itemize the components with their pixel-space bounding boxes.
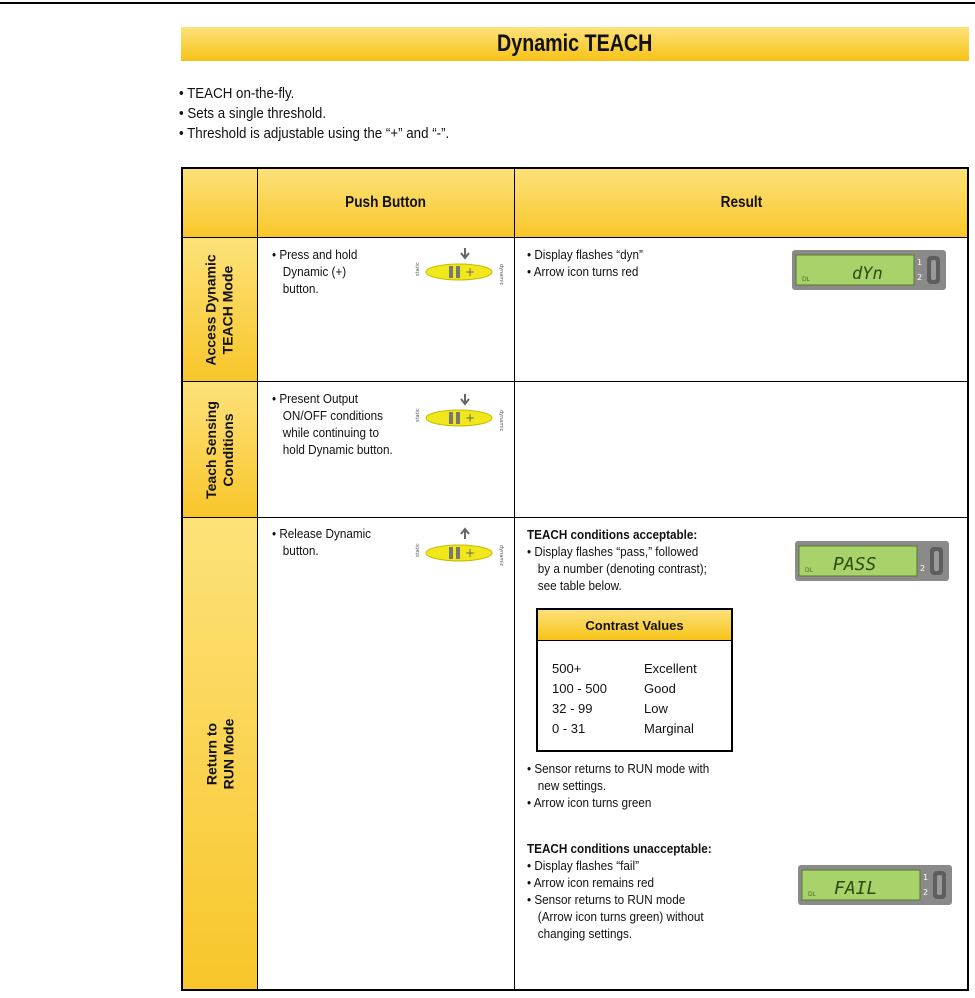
dynamic-button-press-icon <box>413 244 505 294</box>
result-line: • Sensor returns to RUN mode with <box>527 761 710 776</box>
instruction-line: while continuing to <box>282 425 380 440</box>
contrast-values-table <box>536 608 733 752</box>
lcd-display-dyn <box>792 250 946 290</box>
grid-line <box>183 237 967 238</box>
page-title: Dynamic TEACH <box>497 30 653 57</box>
row-label-line: TEACH Mode <box>220 265 237 354</box>
contrast-row <box>552 659 697 679</box>
intro-bullet: • Threshold is adjustable using the “+” and “-”. <box>179 126 450 142</box>
lcd-dl-label: DL <box>808 891 816 898</box>
grid-line <box>257 169 258 989</box>
grid-line <box>514 169 515 989</box>
row-label-teach <box>183 382 257 517</box>
svg-text:static: static <box>415 408 421 422</box>
lcd-channel-2: 2 <box>920 564 926 573</box>
lcd-display-fail <box>798 865 952 905</box>
result-line: • Arrow icon turns red <box>527 264 639 279</box>
instruction-line: • Present Output <box>272 391 359 406</box>
contrast-rating: Marginal <box>644 721 694 736</box>
svg-text:dynamic: dynamic <box>498 264 504 286</box>
result-acceptable <box>527 526 727 594</box>
contrast-row <box>552 679 697 699</box>
intro-bullet: • Sets a single threshold. <box>179 106 327 122</box>
result-line: see table below. <box>537 578 622 593</box>
result-line: • Arrow icon remains red <box>527 875 654 890</box>
grid-line <box>183 517 967 518</box>
contrast-rating: Excellent <box>644 661 697 676</box>
top-rule <box>0 2 975 4</box>
contrast-range: 500+ <box>552 661 582 676</box>
header-corner-cell <box>183 169 257 237</box>
contrast-values-rows <box>552 659 697 739</box>
svg-text:dynamic: dynamic <box>498 545 504 567</box>
lcd-display-pass <box>795 541 949 581</box>
contrast-range: 0 - 31 <box>552 721 586 736</box>
result-unacceptable <box>527 840 732 942</box>
lcd-dl-label: DL <box>802 276 810 283</box>
result-after-accept <box>527 760 730 811</box>
contrast-values-header <box>538 610 731 641</box>
title-banner <box>181 27 969 61</box>
push-instructions-access <box>272 246 367 297</box>
result-line: • Arrow icon turns green <box>527 795 652 810</box>
row-label-line: RUN Mode <box>220 718 236 789</box>
result-line: • Sensor returns to RUN mode <box>527 892 686 907</box>
contrast-row <box>552 699 697 719</box>
header-push-button-label: Push Button <box>345 194 427 211</box>
instruction-line: Dynamic (+) <box>282 264 347 279</box>
svg-text:+: + <box>465 265 476 279</box>
lcd-text: dYn <box>852 264 883 284</box>
row-label-line: Return to <box>203 722 219 785</box>
result-line: new settings. <box>537 778 607 793</box>
push-instructions-return <box>272 525 382 559</box>
push-instructions-teach <box>272 390 406 458</box>
row-label-line: Conditions <box>220 412 236 487</box>
lcd-channel-1: 1 <box>917 258 923 267</box>
acceptable-heading: TEACH conditions acceptable: <box>527 527 698 542</box>
svg-text:dynamic: dynamic <box>498 410 504 432</box>
svg-text:+: + <box>465 411 476 425</box>
svg-text:static: static <box>415 262 421 276</box>
contrast-range: 32 - 99 <box>552 701 593 716</box>
contrast-range: 100 - 500 <box>552 681 607 696</box>
lcd-text: FAIL <box>834 878 878 899</box>
lcd-channel-2: 2 <box>917 273 923 282</box>
instruction-line: button. <box>282 281 319 296</box>
result-line: (Arrow icon turns green) without <box>537 909 704 924</box>
contrast-rating: Good <box>644 681 676 696</box>
instruction-line: button. <box>282 543 319 558</box>
dynamic-button-release-icon <box>413 525 505 575</box>
unacceptable-heading: TEACH conditions unacceptable: <box>527 841 712 856</box>
result-access <box>527 246 656 280</box>
result-line: • Display flashes “fail” <box>527 858 640 873</box>
row-label-line: Teach Sensing <box>203 400 219 499</box>
dynamic-button-hold-icon <box>413 390 505 440</box>
contrast-rating: Low <box>644 701 668 716</box>
lcd-channel-2: 2 <box>923 888 929 897</box>
row-label-access <box>183 238 257 381</box>
instruction-line: • Release Dynamic <box>272 526 372 541</box>
intro-bullets <box>179 84 473 144</box>
header-result <box>515 169 967 237</box>
lcd-dl-label: DL <box>805 567 813 574</box>
svg-text:+: + <box>465 546 476 560</box>
result-line: • Display flashes “dyn” <box>527 247 643 262</box>
contrast-row <box>552 719 697 739</box>
lcd-channel-1: 1 <box>923 873 929 882</box>
header-result-label: Result <box>720 194 762 211</box>
instruction-line: hold Dynamic button. <box>282 442 393 457</box>
row-label-line: Access Dynamic <box>203 253 220 366</box>
result-line: by a number (denoting contrast); <box>537 561 707 576</box>
lcd-text: PASS <box>833 554 877 575</box>
intro-bullet: • TEACH on-the-fly. <box>179 86 295 102</box>
result-line: • Display flashes “pass,” followed <box>527 544 699 559</box>
grid-line <box>183 381 967 382</box>
svg-text:static: static <box>415 543 421 557</box>
contrast-values-title: Contrast Values <box>585 617 684 633</box>
instruction-line: ON/OFF conditions <box>282 408 383 423</box>
header-push-button <box>258 169 514 237</box>
result-line: changing settings. <box>537 926 633 941</box>
instruction-line: • Press and hold <box>272 247 358 262</box>
row-label-return <box>183 518 257 989</box>
